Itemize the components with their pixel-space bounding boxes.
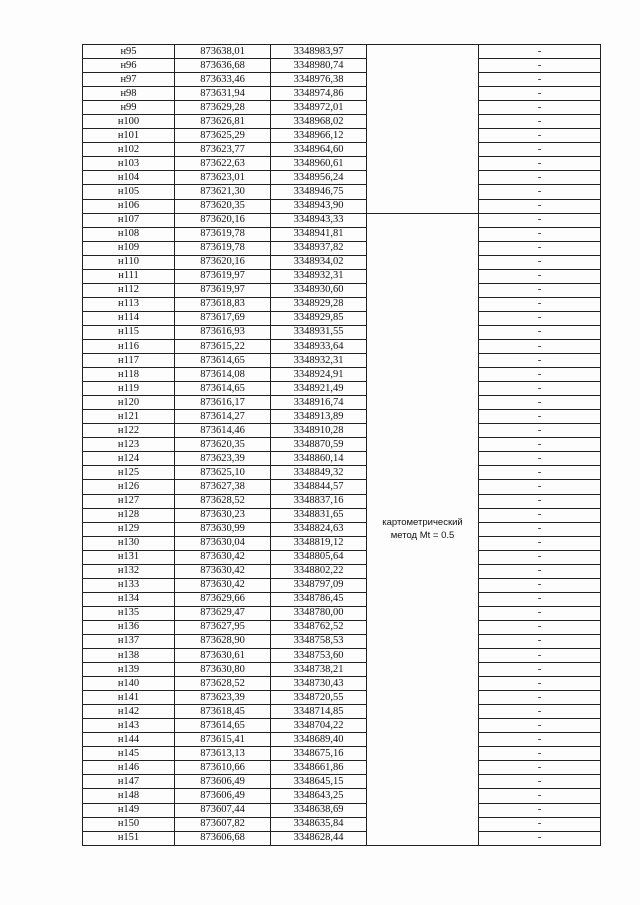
y-coordinate-cell: 3348704,22 [271,719,367,733]
point-name-cell: н111 [83,269,175,283]
table-row [83,831,601,845]
note-cell: - [479,747,601,761]
table-row [83,719,601,733]
y-coordinate-cell: 3348635,84 [271,817,367,831]
note-cell: - [479,649,601,663]
point-name-cell: н142 [83,705,175,719]
point-name-cell: н132 [83,564,175,578]
table-row [83,592,601,606]
table-row [83,143,601,157]
point-name-cell: н119 [83,382,175,396]
table-row [83,620,601,634]
x-coordinate-cell: 873606,68 [175,831,271,845]
table-row [83,382,601,396]
point-name-cell: н116 [83,339,175,353]
table-row [83,325,601,339]
y-coordinate-cell: 3348932,31 [271,354,367,368]
point-name-cell: н117 [83,354,175,368]
table-row [83,466,601,480]
point-name-cell: н148 [83,789,175,803]
point-name-cell: н137 [83,634,175,648]
note-cell: - [479,269,601,283]
x-coordinate-cell: 873619,78 [175,241,271,255]
note-cell: - [479,592,601,606]
method-cell [367,213,479,845]
note-cell: - [479,241,601,255]
table-row [83,452,601,466]
y-coordinate-cell: 3348968,02 [271,115,367,129]
x-coordinate-cell: 873627,95 [175,620,271,634]
point-name-cell: н125 [83,466,175,480]
y-coordinate-cell: 3348831,65 [271,508,367,522]
table-row [83,59,601,73]
table-row [83,494,601,508]
point-name-cell: н103 [83,157,175,171]
x-coordinate-cell: 873629,47 [175,606,271,620]
table-row [83,157,601,171]
point-name-cell: н147 [83,775,175,789]
table-row [83,564,601,578]
point-name-cell: н110 [83,255,175,269]
x-coordinate-cell: 873619,97 [175,269,271,283]
y-coordinate-cell: 3348638,69 [271,803,367,817]
x-coordinate-cell: 873630,80 [175,663,271,677]
note-cell: - [479,691,601,705]
y-coordinate-cell: 3348980,74 [271,59,367,73]
x-coordinate-cell: 873615,22 [175,339,271,353]
point-name-cell: н128 [83,508,175,522]
note-cell: - [479,606,601,620]
table-row [83,789,601,803]
x-coordinate-cell: 873627,38 [175,480,271,494]
note-cell: - [479,59,601,73]
note-cell: - [479,775,601,789]
point-name-cell: н126 [83,480,175,494]
y-coordinate-cell: 3348916,74 [271,396,367,410]
y-coordinate-cell: 3348628,44 [271,831,367,845]
note-cell: - [479,325,601,339]
y-coordinate-cell: 3348943,33 [271,213,367,227]
y-coordinate-cell: 3348960,61 [271,157,367,171]
x-coordinate-cell: 873623,77 [175,143,271,157]
point-name-cell: н109 [83,241,175,255]
y-coordinate-cell: 3348738,21 [271,663,367,677]
table-row [83,733,601,747]
note-cell: - [479,382,601,396]
point-name-cell: н144 [83,733,175,747]
y-coordinate-cell: 3348805,64 [271,550,367,564]
point-name-cell: н106 [83,199,175,213]
note-cell: - [479,719,601,733]
table-row [83,368,601,382]
x-coordinate-cell: 873630,99 [175,522,271,536]
y-coordinate-cell: 3348930,60 [271,283,367,297]
y-coordinate-cell: 3348913,89 [271,410,367,424]
y-coordinate-cell: 3348943,90 [271,199,367,213]
note-cell: - [479,508,601,522]
table-row [83,410,601,424]
note-cell: - [479,564,601,578]
table-row [83,522,601,536]
note-cell: - [479,438,601,452]
point-name-cell: н124 [83,452,175,466]
table-row [83,634,601,648]
x-coordinate-cell: 873606,49 [175,775,271,789]
note-cell: - [479,213,601,227]
table-row [83,185,601,199]
x-coordinate-cell: 873630,04 [175,536,271,550]
table-row [83,747,601,761]
y-coordinate-cell: 3348837,16 [271,494,367,508]
point-name-cell: н136 [83,620,175,634]
y-coordinate-cell: 3348714,85 [271,705,367,719]
note-cell: - [479,311,601,325]
point-name-cell: н143 [83,719,175,733]
note-cell: - [479,831,601,845]
note-cell: - [479,73,601,87]
y-coordinate-cell: 3348921,49 [271,382,367,396]
x-coordinate-cell: 873623,39 [175,452,271,466]
note-cell: - [479,424,601,438]
point-name-cell: н96 [83,59,175,73]
table-row [83,269,601,283]
note-cell: - [479,817,601,831]
point-name-cell: н98 [83,87,175,101]
x-coordinate-cell: 873625,10 [175,466,271,480]
x-coordinate-cell: 873620,35 [175,438,271,452]
note-cell: - [479,536,601,550]
table-row [83,424,601,438]
point-name-cell: н122 [83,424,175,438]
y-coordinate-cell: 3348976,38 [271,73,367,87]
point-name-cell: н149 [83,803,175,817]
table-row [83,691,601,705]
note-cell: - [479,634,601,648]
y-coordinate-cell: 3348937,82 [271,241,367,255]
point-name-cell: н131 [83,550,175,564]
table-row [83,677,601,691]
note-cell: - [479,157,601,171]
table-row [83,817,601,831]
x-coordinate-cell: 873613,13 [175,747,271,761]
note-cell: - [479,705,601,719]
table-row [83,297,601,311]
note-cell: - [479,677,601,691]
point-name-cell: н104 [83,171,175,185]
table-row [83,606,601,620]
table-row [83,73,601,87]
point-name-cell: н134 [83,592,175,606]
y-coordinate-cell: 3348934,02 [271,255,367,269]
y-coordinate-cell: 3348675,16 [271,747,367,761]
note-cell: - [479,255,601,269]
x-coordinate-cell: 873614,27 [175,410,271,424]
method-cell-upper [367,45,479,214]
table-row [83,241,601,255]
y-coordinate-cell: 3348931,55 [271,325,367,339]
x-coordinate-cell: 873623,39 [175,691,271,705]
note-cell: - [479,733,601,747]
point-name-cell: н141 [83,691,175,705]
y-coordinate-cell: 3348983,97 [271,45,367,59]
note-cell: - [479,663,601,677]
table-row [83,663,601,677]
note-cell: - [479,494,601,508]
point-name-cell: н133 [83,578,175,592]
table-row [83,129,601,143]
point-name-cell: н108 [83,227,175,241]
y-coordinate-cell: 3348860,14 [271,452,367,466]
x-coordinate-cell: 873606,49 [175,789,271,803]
point-name-cell: н139 [83,663,175,677]
y-coordinate-cell: 3348870,59 [271,438,367,452]
table-row [83,199,601,213]
y-coordinate-cell: 3348720,55 [271,691,367,705]
coordinates-table [82,44,601,846]
table-row [83,438,601,452]
y-coordinate-cell: 3348643,25 [271,789,367,803]
table-row [83,508,601,522]
y-coordinate-cell: 3348946,75 [271,185,367,199]
note-cell: - [479,199,601,213]
x-coordinate-cell: 873630,42 [175,578,271,592]
y-coordinate-cell: 3348819,12 [271,536,367,550]
point-name-cell: н130 [83,536,175,550]
point-name-cell: н135 [83,606,175,620]
point-name-cell: н120 [83,396,175,410]
note-cell: - [479,171,601,185]
note-cell: - [479,466,601,480]
table-row [83,115,601,129]
x-coordinate-cell: 873628,90 [175,634,271,648]
y-coordinate-cell: 3348753,60 [271,649,367,663]
y-coordinate-cell: 3348910,28 [271,424,367,438]
point-name-cell: н107 [83,213,175,227]
x-coordinate-cell: 873621,30 [175,185,271,199]
y-coordinate-cell: 3348780,00 [271,606,367,620]
y-coordinate-cell: 3348929,28 [271,297,367,311]
x-coordinate-cell: 873618,45 [175,705,271,719]
x-coordinate-cell: 873628,52 [175,677,271,691]
table-row [83,213,601,227]
note-cell: - [479,87,601,101]
note-cell: - [479,789,601,803]
note-cell: - [479,354,601,368]
y-coordinate-cell: 3348824,63 [271,522,367,536]
x-coordinate-cell: 873607,82 [175,817,271,831]
x-coordinate-cell: 873630,42 [175,550,271,564]
point-name-cell: н105 [83,185,175,199]
x-coordinate-cell: 873626,81 [175,115,271,129]
y-coordinate-cell: 3348974,86 [271,87,367,101]
x-coordinate-cell: 873619,97 [175,283,271,297]
y-coordinate-cell: 3348786,45 [271,592,367,606]
x-coordinate-cell: 873619,78 [175,227,271,241]
note-cell: - [479,227,601,241]
point-name-cell: н101 [83,129,175,143]
x-coordinate-cell: 873630,61 [175,649,271,663]
x-coordinate-cell: 873638,01 [175,45,271,59]
x-coordinate-cell: 873622,63 [175,157,271,171]
table-row [83,705,601,719]
note-cell: - [479,578,601,592]
note-cell: - [479,101,601,115]
y-coordinate-cell: 3348929,85 [271,311,367,325]
table-row [83,171,601,185]
table-row [83,649,601,663]
note-cell: - [479,129,601,143]
note-cell: - [479,761,601,775]
x-coordinate-cell: 873633,46 [175,73,271,87]
point-name-cell: н151 [83,831,175,845]
table-row [83,45,601,59]
point-name-cell: н114 [83,311,175,325]
y-coordinate-cell: 3348645,15 [271,775,367,789]
point-name-cell: н123 [83,438,175,452]
point-name-cell: н127 [83,494,175,508]
note-cell: - [479,803,601,817]
x-coordinate-cell: 873636,68 [175,59,271,73]
point-name-cell: н113 [83,297,175,311]
point-name-cell: н99 [83,101,175,115]
method-label-line1: картометрический [382,517,463,529]
y-coordinate-cell: 3348941,81 [271,227,367,241]
x-coordinate-cell: 873607,44 [175,803,271,817]
x-coordinate-cell: 873618,83 [175,297,271,311]
note-cell: - [479,620,601,634]
x-coordinate-cell: 873631,94 [175,87,271,101]
point-name-cell: н121 [83,410,175,424]
note-cell: - [479,368,601,382]
table-row [83,101,601,115]
y-coordinate-cell: 3348849,32 [271,466,367,480]
note-cell: - [479,283,601,297]
y-coordinate-cell: 3348661,86 [271,761,367,775]
note-cell: - [479,339,601,353]
x-coordinate-cell: 873629,28 [175,101,271,115]
point-name-cell: н140 [83,677,175,691]
x-coordinate-cell: 873614,65 [175,354,271,368]
y-coordinate-cell: 3348972,01 [271,101,367,115]
x-coordinate-cell: 873630,42 [175,564,271,578]
table-row [83,87,601,101]
x-coordinate-cell: 873625,29 [175,129,271,143]
note-cell: - [479,396,601,410]
y-coordinate-cell: 3348802,22 [271,564,367,578]
note-cell: - [479,550,601,564]
x-coordinate-cell: 873614,08 [175,368,271,382]
table-row [83,480,601,494]
y-coordinate-cell: 3348966,12 [271,129,367,143]
point-name-cell: н95 [83,45,175,59]
table-row [83,775,601,789]
y-coordinate-cell: 3348956,24 [271,171,367,185]
x-coordinate-cell: 873620,16 [175,255,271,269]
note-cell: - [479,185,601,199]
y-coordinate-cell: 3348964,60 [271,143,367,157]
x-coordinate-cell: 873628,52 [175,494,271,508]
y-coordinate-cell: 3348762,52 [271,620,367,634]
note-cell: - [479,45,601,59]
table-row [83,283,601,297]
coordinates-table-body [83,45,601,846]
y-coordinate-cell: 3348932,31 [271,269,367,283]
table-row [83,227,601,241]
note-cell: - [479,115,601,129]
method-label-line2: метод Mt = 0.5 [390,530,455,542]
table-row [83,311,601,325]
x-coordinate-cell: 873630,23 [175,508,271,522]
note-cell: - [479,143,601,157]
x-coordinate-cell: 873614,65 [175,382,271,396]
x-coordinate-cell: 873620,35 [175,199,271,213]
x-coordinate-cell: 873614,65 [175,719,271,733]
x-coordinate-cell: 873616,93 [175,325,271,339]
y-coordinate-cell: 3348797,09 [271,578,367,592]
y-coordinate-cell: 3348758,53 [271,634,367,648]
table-row [83,578,601,592]
y-coordinate-cell: 3348924,91 [271,368,367,382]
y-coordinate-cell: 3348730,43 [271,677,367,691]
note-cell: - [479,297,601,311]
y-coordinate-cell: 3348689,40 [271,733,367,747]
point-name-cell: н145 [83,747,175,761]
point-name-cell: н112 [83,283,175,297]
point-name-cell: н146 [83,761,175,775]
point-name-cell: н100 [83,115,175,129]
x-coordinate-cell: 873615,41 [175,733,271,747]
x-coordinate-cell: 873617,69 [175,311,271,325]
table-row [83,339,601,353]
point-name-cell: н118 [83,368,175,382]
point-name-cell: н129 [83,522,175,536]
point-name-cell: н97 [83,73,175,87]
x-coordinate-cell: 873620,16 [175,213,271,227]
table-row [83,803,601,817]
x-coordinate-cell: 873610,66 [175,761,271,775]
point-name-cell: н138 [83,649,175,663]
table-row [83,761,601,775]
note-cell: - [479,480,601,494]
x-coordinate-cell: 873623,01 [175,171,271,185]
x-coordinate-cell: 873616,17 [175,396,271,410]
table-row [83,354,601,368]
point-name-cell: н115 [83,325,175,339]
note-cell: - [479,452,601,466]
x-coordinate-cell: 873629,66 [175,592,271,606]
x-coordinate-cell: 873614,46 [175,424,271,438]
y-coordinate-cell: 3348933,64 [271,339,367,353]
note-cell: - [479,522,601,536]
point-name-cell: н102 [83,143,175,157]
table-row [83,550,601,564]
note-cell: - [479,410,601,424]
table-row [83,396,601,410]
y-coordinate-cell: 3348844,57 [271,480,367,494]
table-row [83,255,601,269]
point-name-cell: н150 [83,817,175,831]
table-row [83,536,601,550]
